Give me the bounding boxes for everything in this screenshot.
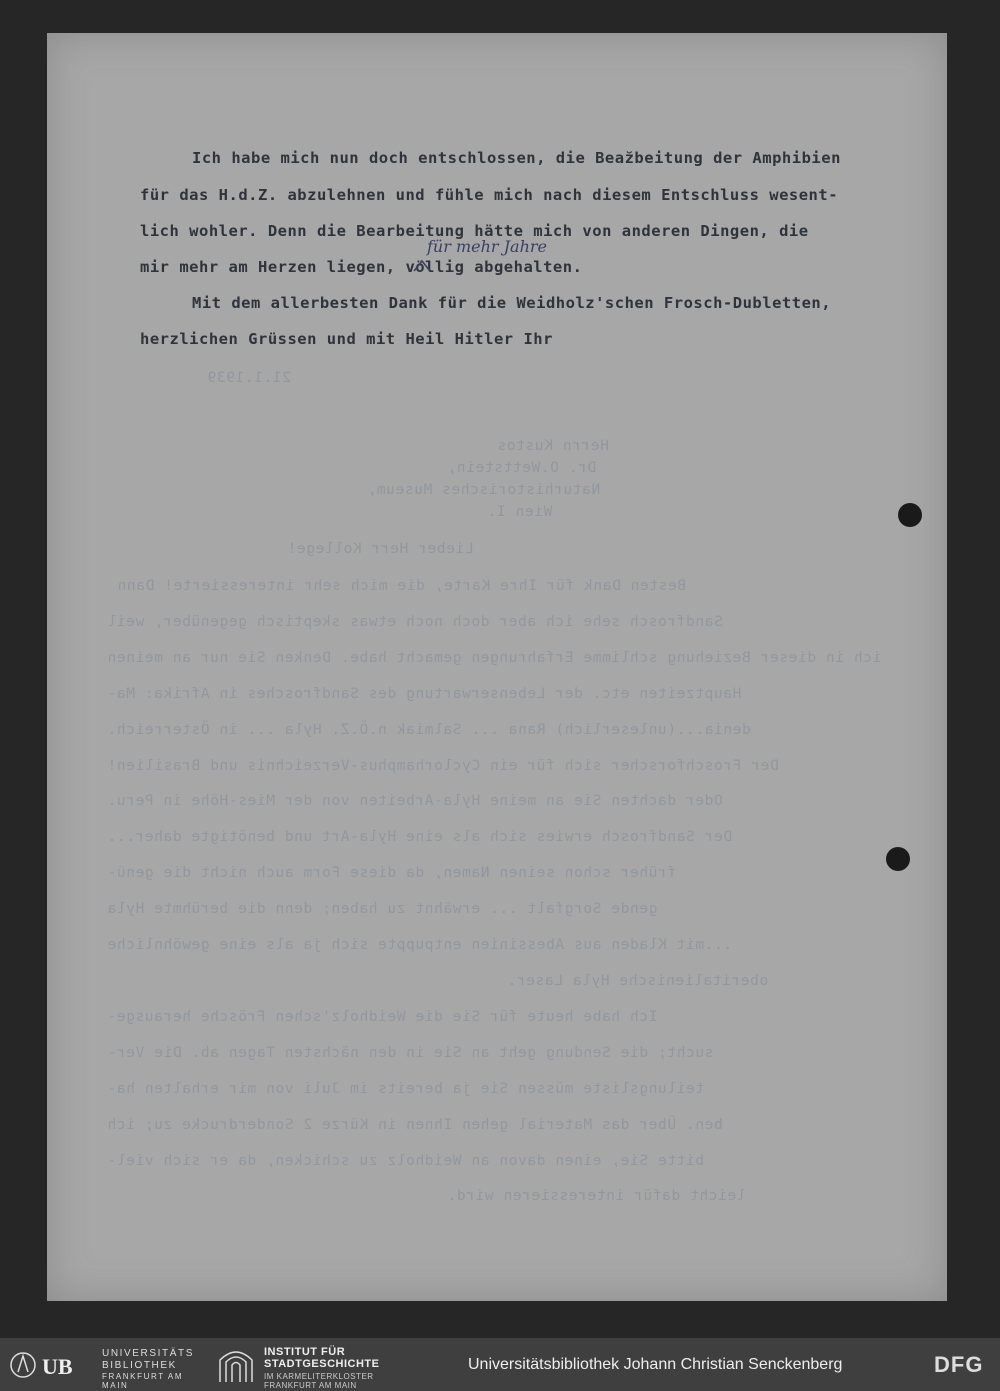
provider-name: Universitätsbibliothek Johann Christian Senckenberg — [468, 1356, 843, 1373]
show-through-line: Herrn Kustos — [497, 438, 609, 454]
show-through-line: Oder dachten Sie an meine Hyla-Arbeiten von der Mies-Höhe in Peru. — [107, 793, 723, 809]
letter-line: Mit dem allerbesten Dank für die Weidholz'schen Frosch-Dubletten, — [192, 294, 832, 312]
show-through-line: Ich habe heute für Sie die Weidholz'schen Frösche herausge- — [107, 1009, 658, 1025]
ub-line: UNIVERSITÄTS — [102, 1348, 194, 1359]
show-through-line: ich in dieser Beziehung schlimme Erfahrungen gemacht habe. Denken Sie nur an meinen — [107, 650, 882, 666]
show-through-line: Dr. O.Wettstein, — [447, 460, 597, 476]
scanned-letter-page — [47, 33, 947, 1301]
show-through-line: ben. Über das Material gehen Ihnen in Kürze 2 Sonderdrucke zu; ich — [107, 1117, 723, 1133]
ub-line: BIBLIOTHEK — [102, 1360, 177, 1371]
isg-line: STADTGESCHICHTE — [264, 1358, 380, 1370]
handwritten-insertion: für mehr Jahre — [427, 237, 548, 256]
show-through-line: ...mit Kladen aus Abessinien entpuppte sich ja als eine gewöhnliche — [107, 937, 733, 953]
isg-line: IM KARMELITERKLOSTER — [264, 1372, 374, 1381]
letter-line: Ich habe mich nun doch entschlossen, die Beaz̆beitung der Amphibien — [192, 149, 841, 167]
show-through-line: Besten Dank für Ihre Karte, die mich sehr interessierte! Dann — [117, 578, 687, 594]
show-through-line: sucht; die Sendung geht an Sie in den nächsten Tagen ab. Die Ver- — [107, 1045, 714, 1061]
isg-line: INSTITUT FÜR — [264, 1346, 346, 1358]
ub-abbreviation: UB — [42, 1354, 73, 1379]
dfg-logo: DFG — [934, 1352, 984, 1377]
show-through-line: Lieber Herr Kollege! — [287, 541, 474, 557]
punch-hole — [886, 847, 910, 871]
show-through-line: gende Sorgfalt ... erwähnt zu haben; denn die berühmte Hyla — [107, 901, 658, 917]
show-through-line: bitte Sie, einen davon an Weidholz zu schicken, da er sich viel- — [107, 1153, 705, 1169]
insertion-mark — [412, 259, 442, 273]
show-through-line: leicht dafür interessieren wird. — [447, 1188, 746, 1204]
isg-logo — [218, 1346, 418, 1390]
show-through-line: denia...(unleserlich) Rana ... Salmiak n.Ö.Z. Hyla ... in Österreich. — [107, 722, 751, 738]
letter-line: mir mehr am Herzen liegen, völlig abgehalten. — [140, 258, 583, 276]
show-through-line: Wien I. — [487, 504, 553, 520]
isg-emblem-icon — [218, 1348, 254, 1382]
ub-line: FRANKFURT AM MAIN — [102, 1372, 184, 1390]
isg-line: FRANKFURT AM MAIN — [264, 1381, 357, 1390]
show-through-line: teilungsliste müssen Sie ja bereits im Juli von mir erhalten ha- — [107, 1081, 705, 1097]
footer-bar — [0, 1338, 1000, 1391]
letter-line: herzlichen Grüssen und mit Heil Hitler Ihr — [140, 330, 553, 348]
ub-logo — [10, 1348, 200, 1390]
show-through-line: Hauptzeiten etc. der Lebenserwartung des Sandfrosches in Afrika: Ma- — [107, 686, 742, 702]
show-through-line: früher schon seinen Namen, da diese Form auch nicht die genü- — [107, 865, 677, 881]
punch-hole — [898, 503, 922, 527]
show-through-line: Sandfrosch sehe ich aber doch noch etwas skeptisch gegenüber, weil — [107, 614, 723, 630]
show-through-line: Der Sandfrosch erwies sich als eine Hyla-Art und benötigte daher... — [107, 829, 733, 845]
letter-line: lich wohler. Denn die Bearbeitung hätte mich von anderen Dingen, die — [140, 222, 809, 240]
show-through-line: Naturhistorisches Museum, — [367, 482, 601, 498]
letter-line: für das H.d.Z. abzulehnen und fühle mich nach diesem Entschluss wesent- — [140, 186, 839, 204]
show-through-line: Der Froschforscher sich für ein Cyclorhamphus-Verzeichnis und Brasilien! — [107, 758, 779, 774]
show-through-line: 21.1.1939 — [207, 370, 291, 386]
ub-emblem-icon — [10, 1350, 36, 1380]
show-through-line: oberitalienische Hyla Laser. — [507, 973, 769, 989]
